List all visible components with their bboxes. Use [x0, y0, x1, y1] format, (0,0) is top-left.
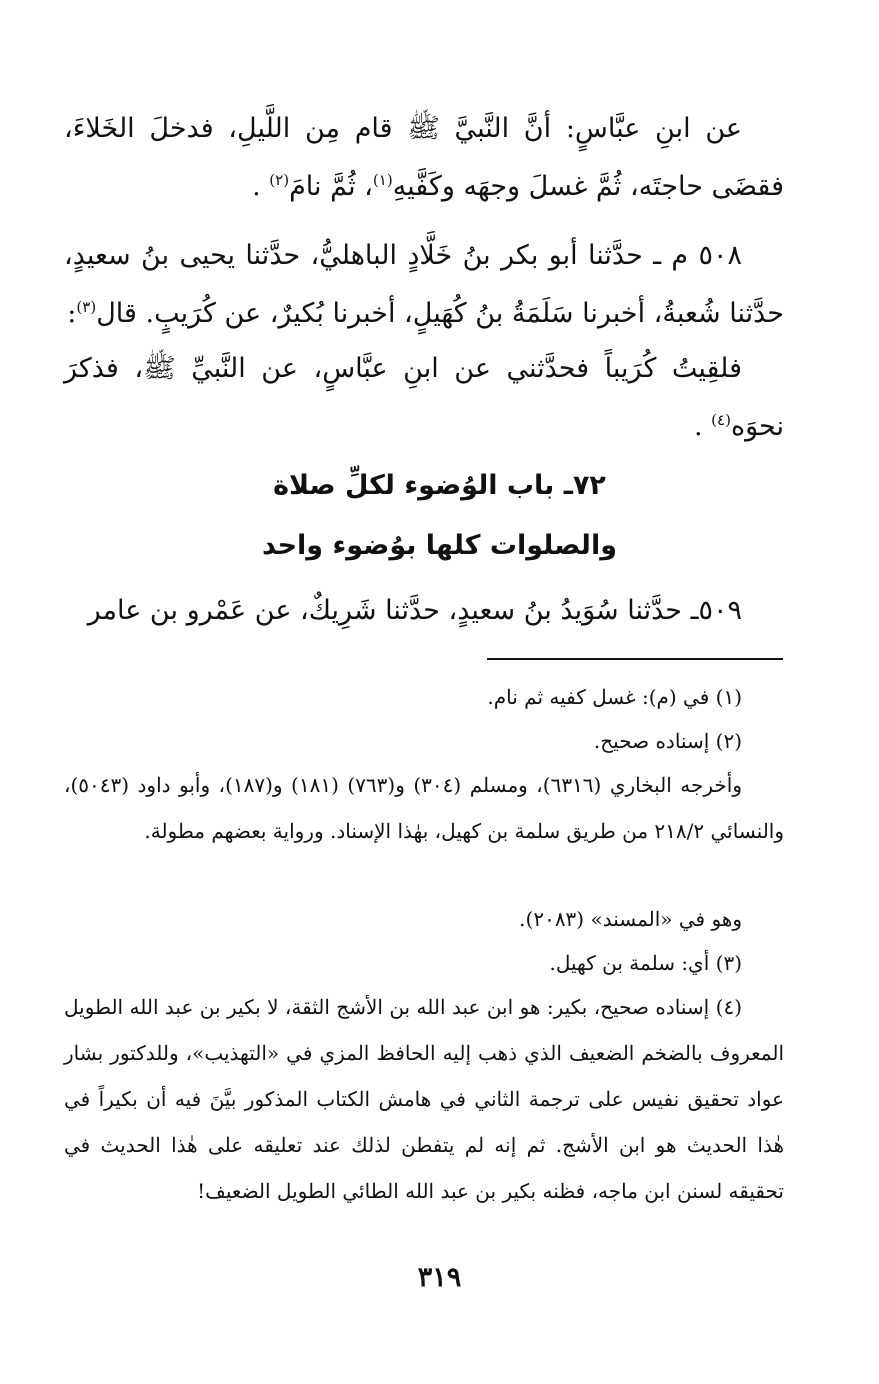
footnote-2-musnad-text: وهو في «المسند» (٢٠٨٣).: [519, 907, 742, 931]
chapter-title-line1: ٧٢ـ باب الوُضوء لكلِّ صلاة: [273, 470, 606, 501]
hadith-507-text: عن ابنِ عبَّاسٍ: أنَّ النَّبيَّ ﷺ قام مِن اللَّيلِ، فدخلَ الخَلاءَ، فقضَى حاجتَه، ثُمَّ غسلَ وجهَه وكَفَّيهِ: [64, 113, 784, 202]
footnote-4: [64, 984, 784, 1214]
hadith-508-text: ٥٠٨ م ـ حدَّثنا أبو بكر بنُ خَلَّادٍ الباهليُّ، حدَّثنا يحيى بنُ سعيدٍ، حدَّثنا شُعبةُ، أخبرنا سَلَمَةُ بنُ كُهَيلٍ، أخبرنا بُكيرٌ، عن كُرَيبٍ. قال: [64, 240, 784, 329]
hadith-508-end: .: [693, 411, 703, 442]
footnote-3: [64, 940, 784, 986]
footnote-ref-2: (٢): [269, 171, 290, 189]
footnote-ref-3: (٣): [76, 298, 97, 316]
chapter-title-line2: والصلوات كلها بوُضوء واحد: [262, 530, 617, 561]
page-number: ٣١٩: [417, 1262, 462, 1293]
footnote-ref-4: (٤): [711, 411, 731, 429]
hadith-509-paragraph: [64, 582, 784, 640]
footnote-2-text: (٢) إسناده صحيح.: [593, 729, 742, 753]
hadith-508-colon: :: [67, 298, 77, 329]
hadith-508-paragraph: [64, 227, 784, 343]
footnote-2-detail: [64, 762, 784, 854]
footnote-3-text: (٣) أي: سلمة بن كهيل.: [549, 951, 742, 975]
hadith-509-text: ٥٠٩ـ حدَّثنا سُوَيدُ بنُ سعيدٍ، حدَّثنا شَرِيكٌ، عن عَمْرو بن عامر: [87, 595, 742, 626]
hadith-507-paragraph: [64, 100, 784, 216]
footnote-4-text: (٤) إسناده صحيح، بكير: هو ابن عبد الله بن الأشج الثقة، لا بكير بن عبد الله الطويل المعروف بالضخم الضعيف الذي ذهب إليه الحافظ المزي في «التهذيب»، وللدكتور بشار عواد تحقيق نفيس على ترجمة الثاني في هامش الكتاب المذكور بيَّنَ فيه أن بكيراً في هٰذا الحديث هو ابن الأشج. ثم إنه لم يتفطن لذلك عند تعليقه على هٰذا الحديث في تحقيقه لسنن ابن ماجه، فظنه بكير بن عبد الله الطائي الطويل الضعيف!: [64, 995, 784, 1203]
footnote-2: [64, 718, 784, 764]
hadith-507-mid: ، ثُمَّ نامَ: [289, 171, 373, 202]
hadith-507-end: .: [252, 171, 261, 202]
hadith-508-cont-text: فلقِيتُ كُرَيباً فحدَّثني عن ابنِ عبَّاسٍ، عن النَّبيِّ ﷺ، فذكرَ نحوَه: [64, 353, 784, 442]
footnote-1-text: (١) في (م): غسل كفيه ثم نام.: [487, 685, 742, 709]
footnote-2-musnad: [64, 896, 784, 942]
footnote-1: [64, 674, 784, 720]
footnote-2-detail-text: وأخرجه البخاري (٦٣١٦)، ومسلم (٣٠٤) و(٧٦٣) (١٨١) و(١٨٧)، وأبو داود (٥٠٤٣)، والنسائي ٢١٨/٢ من طريق سلمة بن كهيل، بهٰذا الإسناد. ورواية بعضهم مطولة.: [64, 773, 784, 843]
footnote-ref-1: (١): [372, 171, 393, 189]
hadith-508-continuation: [64, 340, 784, 456]
footnote-separator: [487, 658, 783, 660]
